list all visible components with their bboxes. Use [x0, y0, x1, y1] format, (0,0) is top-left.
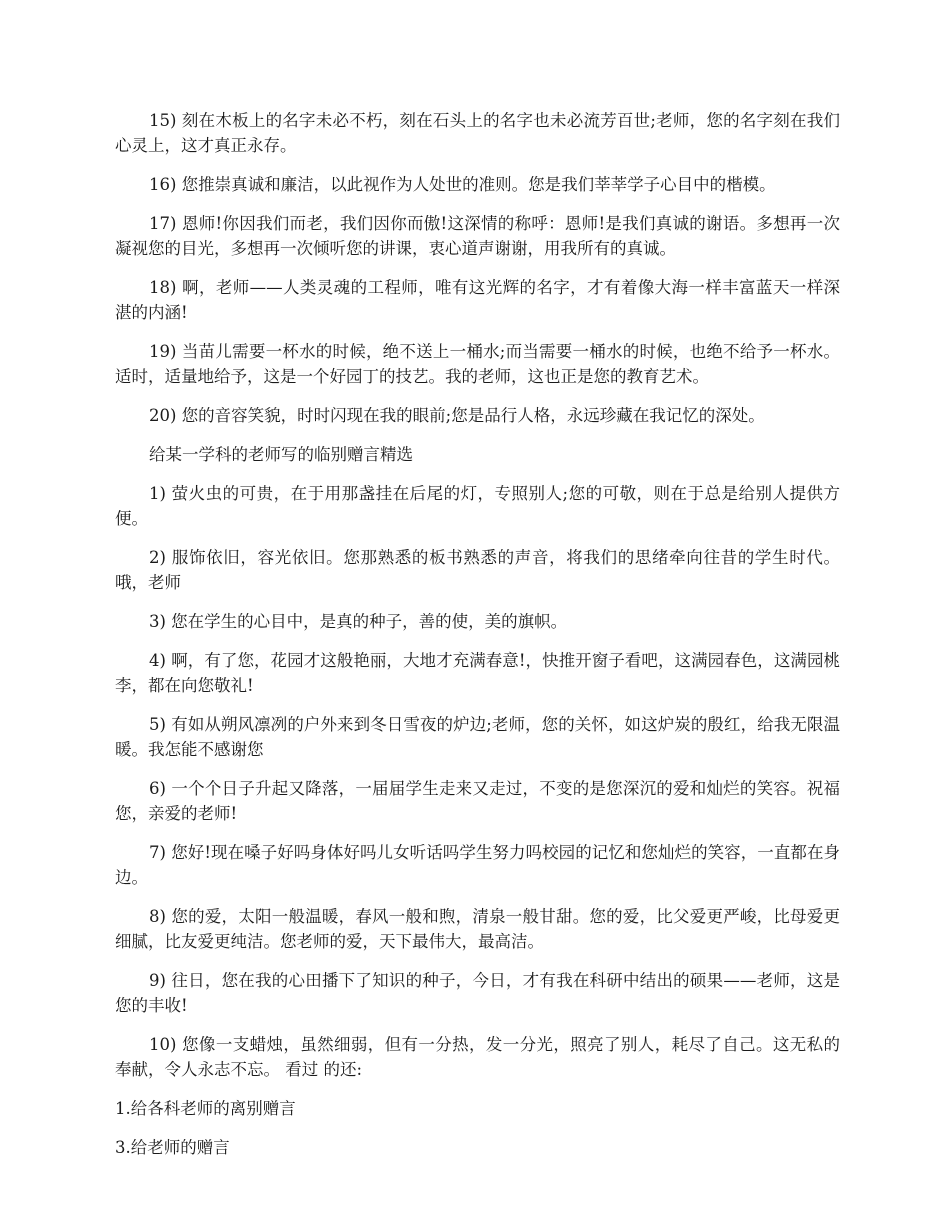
related-link-2[interactable]: 3.给老师的赠言 [115, 1138, 230, 1157]
related-link-1[interactable]: 1.给各科老师的离别赠言 [115, 1099, 296, 1118]
paragraph-8: 8) 您的爱，太阳一般温暖，春风一般和煦，清泉一般甘甜。您的爱，比父爱更严峻，比母爱更细腻，比友爱更纯洁。您老师的爱，天下最伟大，最高洁。 [115, 907, 840, 951]
paragraph-9: 9) 往日，您在我的心田播下了知识的种子，今日，才有我在科研中结出的硕果——老师，这是您的丰收! [115, 971, 840, 1015]
paragraph-4: 4) 啊，有了您，花园才这般艳丽，大地才充满春意!，快推开窗子看吧，这满园春色，这满园桃李，都在向您敬礼! [115, 651, 840, 695]
paragraph-6: 6) 一个个日子升起又降落，一届届学生走来又走过，不变的是您深沉的爱和灿烂的笑容。祝福您，亲爱的老师! [115, 779, 840, 823]
paragraph-5: 5) 有如从朔风凛冽的户外来到冬日雪夜的炉边;老师，您的关怀，如这炉炭的殷红，给我无限温暖。我怎能不感谢您 [115, 715, 840, 759]
paragraph-3: 3) 您在学生的心目中，是真的种子，善的使，美的旗帜。 [149, 612, 568, 631]
paragraph-1: 1) 萤火虫的可贵，在于用那盏挂在后尾的灯，专照别人;您的可敬，则在于总是给别人提供方便。 [115, 484, 840, 528]
paragraph-2: 2) 服饰依旧，容光依旧。您那熟悉的板书熟悉的声音，将我们的思绪牵向往昔的学生时代。哦，老师 [115, 548, 840, 592]
paragraph-18: 18) 啊，老师——人类灵魂的工程师，唯有这光辉的名字，才有着像大海一样丰富蓝天一样深湛的内涵! [115, 278, 840, 322]
paragraph-19: 19) 当苗儿需要一杯水的时候，绝不送上一桶水;而当需要一桶水的时候，也绝不给予一杯水。适时，适量地给予，这是一个好园丁的技艺。我的老师，这也正是您的教育艺术。 [115, 342, 840, 386]
paragraph-7: 7) 您好!现在嗓子好吗身体好吗儿女听话吗学生努力吗校园的记忆和您灿烂的笑容，一直都在身边。 [115, 843, 840, 887]
paragraph-17: 17) 恩师!你因我们而老，我们因你而傲!这深情的称呼：恩师!是我们真诚的谢语。多想再一次凝视您的目光，多想再一次倾听您的讲课，衷心道声谢谢，用我所有的真诚。 [115, 214, 840, 258]
paragraph-16: 16) 您推崇真诚和廉洁，以此视作为人处世的准则。您是我们莘莘学子心目中的楷模。 [149, 175, 776, 194]
document-body [115, 108, 840, 1174]
section-heading: 给某一学科的老师写的临别赠言精选 [149, 445, 413, 464]
paragraph-10: 10) 您像一支蜡烛，虽然细弱，但有一分热，发一分光，照亮了别人，耗尽了自己。这无私的奉献，令人永志不忘。 看过 的还: [115, 1035, 840, 1079]
paragraph-20: 20) 您的音容笑貌，时时闪现在我的眼前;您是品行人格，永远珍藏在我记忆的深处。 [149, 406, 765, 425]
paragraph-15: 15) 刻在木板上的名字未必不朽，刻在石头上的名字也未必流芳百世;老师，您的名字刻在我们心灵上，这才真正永存。 [115, 111, 840, 155]
